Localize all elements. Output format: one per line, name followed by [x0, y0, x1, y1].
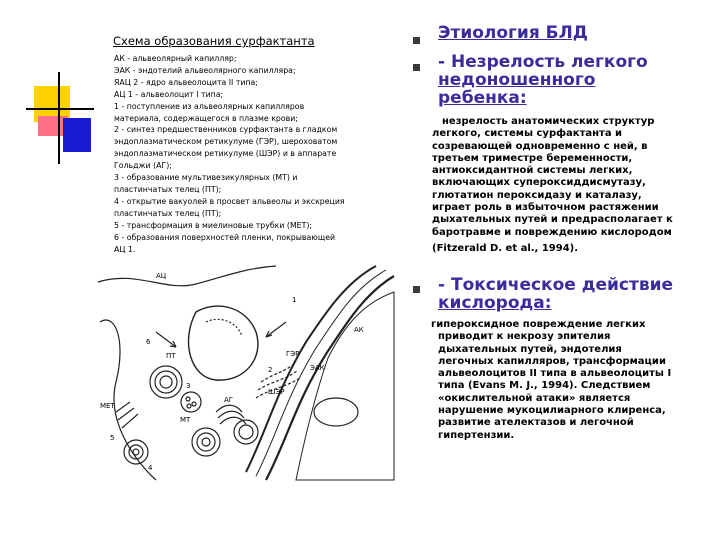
- text-line: играет роль в избыточном растяжении: [432, 202, 659, 214]
- diagram-title: Схема образования сурфактанта: [113, 34, 315, 48]
- legend-line: 1 - поступление из альвеолярных капилляров: [114, 101, 305, 111]
- heading-etiology: Этиология БЛД: [438, 23, 588, 43]
- text-line: третьем триместре беременности,: [432, 152, 633, 164]
- label-ak: АК: [354, 326, 364, 334]
- label-atc: АЦ: [156, 272, 167, 280]
- legend-line: 2 - синтез предшественников сурфактанта в гладком: [114, 125, 338, 135]
- legend-line: эндоплазматическом ретикулуме (ГЭР), шероховатом: [114, 137, 338, 147]
- label-num-2: 2: [268, 366, 273, 374]
- label-pt: ПТ: [166, 352, 176, 360]
- label-num-3: 3: [186, 382, 191, 390]
- label-num-1: 1: [292, 296, 297, 304]
- text-line: «окислительной атаки» является: [438, 392, 631, 404]
- legend-line: Гольджи (АГ);: [114, 161, 172, 171]
- heading-oxygen-toxicity: [438, 276, 708, 312]
- heading-line: - Незрелость легкого: [438, 52, 648, 72]
- text-line: включающих супероксиддисмутазу,: [432, 177, 646, 189]
- label-ag: АГ: [224, 396, 234, 404]
- heading-line: - Токсическое действие: [438, 275, 674, 295]
- label-mt: МТ: [180, 416, 191, 424]
- bullet-marker: [413, 286, 420, 293]
- legend-line: 5 - трансформация в миелиновые трубки (МЕТ);: [114, 220, 313, 230]
- text-line: баротравме и повреждению кислородом: [432, 226, 672, 238]
- legend-line: эндоплазматическом ретикулуме (ШЭР) и в аппарате: [114, 149, 337, 159]
- citation: (Fitzerald D. et al., 1994).: [432, 242, 579, 254]
- label-num-6: 6: [146, 338, 151, 346]
- label-num-4: 4: [148, 464, 153, 472]
- bullet-marker: [413, 37, 420, 44]
- legend-line: пластинчатых телец (ПТ);: [114, 208, 222, 218]
- heading-line: недоношенного: [438, 70, 596, 90]
- legend-line: 3 - образование мультивезикулярных (МТ) и: [114, 173, 298, 183]
- label-met: МЕТ: [100, 402, 115, 410]
- heading-line: ребенка:: [438, 88, 527, 108]
- text-line: созревающей одновременно с ней, в: [432, 140, 648, 152]
- text-line: развитие ателектазов и легочной: [438, 417, 634, 429]
- text-line: дыхательных путей, эндотелия: [438, 343, 622, 355]
- label-ger: ГЭР: [286, 350, 300, 358]
- text-line: нарушение мукоцилиарного клиренса,: [438, 405, 666, 417]
- text-line: гипероксидное повреждение легких: [431, 319, 646, 330]
- text-line: легкого, системы сурфактанта и: [432, 128, 623, 140]
- diagram-legend: [114, 53, 382, 255]
- text-line: гипертензии.: [438, 429, 515, 441]
- bullet-marker: [413, 64, 420, 71]
- vertical-line-decoration: [58, 72, 60, 164]
- legend-line: АЦ 1 - альвеолоцит I типа;: [114, 89, 224, 99]
- surfactant-diagram: [96, 262, 396, 482]
- label-eak: ЭАК: [310, 364, 325, 372]
- legend-line: ЯАЦ 2 - ядро альвеолоцита II типа;: [114, 77, 258, 87]
- text-line: глютатион пероксидазу и каталазу,: [432, 189, 642, 201]
- legend-line: ЭАК - эндотелий альвеолярного капилляра;: [114, 65, 296, 75]
- oxygen-toxicity-text: [431, 319, 716, 442]
- horizontal-line-decoration: [26, 108, 94, 110]
- text-line: легочных капилляров, трансформации: [438, 355, 666, 367]
- label-num-5: 5: [110, 434, 115, 442]
- legend-line: материала, содержащегося в плазме крови;: [114, 113, 298, 123]
- label-shchr: ШЭР: [268, 388, 285, 396]
- legend-line: 6 - образования поверхностей пленки, покрывающей: [114, 232, 336, 242]
- lung-immaturity-text: [432, 116, 712, 255]
- legend-line: АК - альвеолярный капилляр;: [114, 54, 237, 63]
- legend-line: пластинчатых телец (ПТ);: [114, 184, 222, 194]
- text-line: дыхательных путей и предрасполагает к: [432, 214, 673, 226]
- text-line: антиоксидантной системы легких,: [432, 165, 633, 177]
- heading-lung-immaturity: [438, 53, 688, 107]
- blue-square-decoration: [63, 118, 91, 152]
- text-line: типа (Evans M. J., 1994). Следствием: [438, 380, 651, 392]
- legend-line: АЦ 1.: [114, 244, 136, 254]
- text-line: альвеолоцитов II типа в альвеолоциты I: [438, 368, 672, 380]
- legend-line: 4 - открытие вакуолей в просвет альвеолы и экскреция: [114, 196, 345, 206]
- heading-line: кислорода:: [438, 293, 552, 313]
- text-line: незрелость анатомических структур: [442, 116, 655, 127]
- text-line: приводит к некрозу эпителия: [438, 331, 611, 343]
